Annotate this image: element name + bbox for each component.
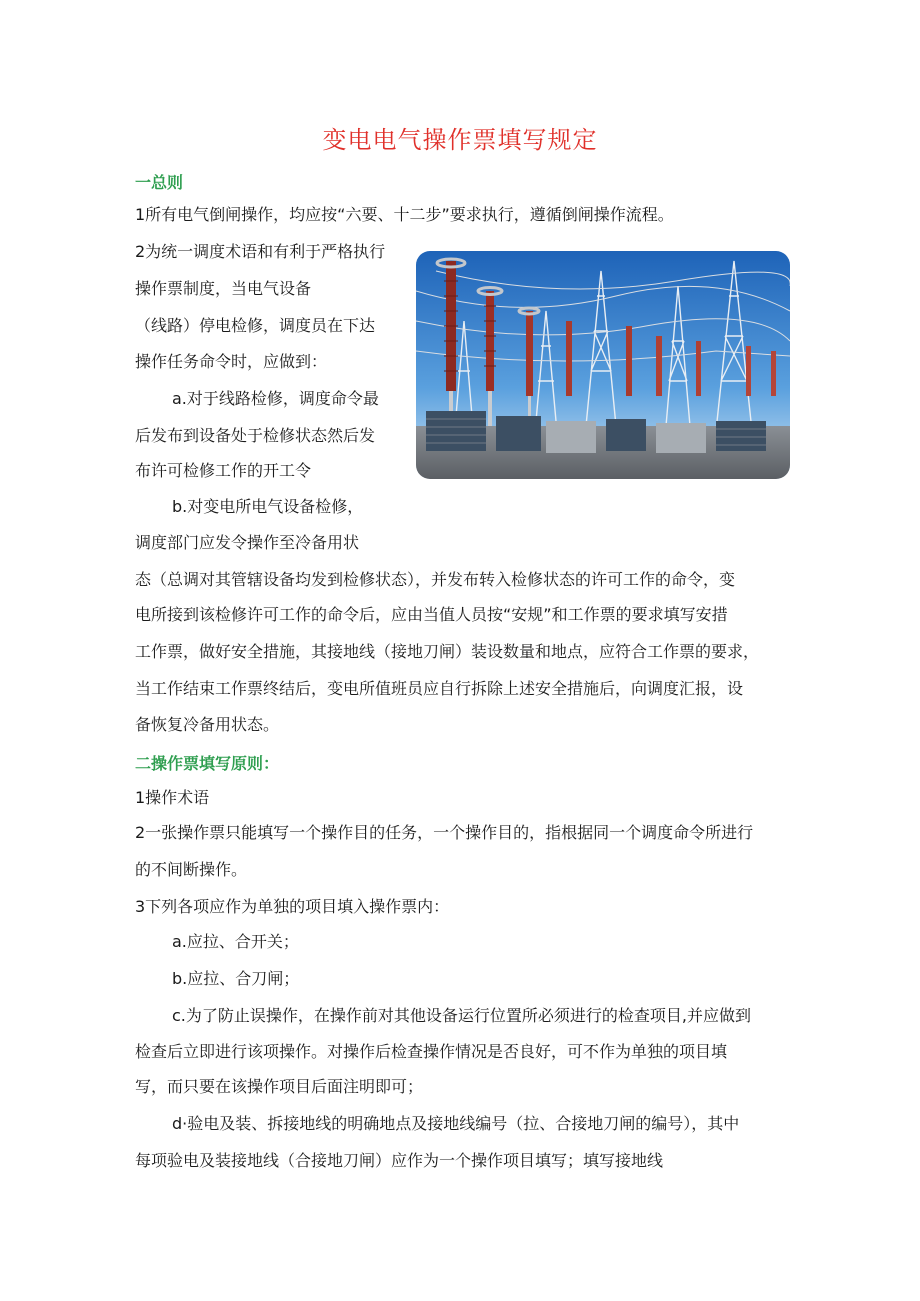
paragraph-line: （线路）停电检修，调度员在下达 (135, 316, 376, 335)
paragraph-line: 调度部门应发令操作至冷备用状 (135, 533, 360, 552)
paragraph-line: 布许可检修工作的开工令 (135, 461, 312, 480)
paragraph-line: a.对于线路检修，调度命令最 (172, 389, 379, 408)
section-heading-general: 一总则 (135, 173, 184, 192)
paragraph-line: 工作票，做好安全措施，其接地线（接地刀闸）装设数量和地点，应符合工作票的要求， (135, 642, 760, 661)
paragraph-line: 2为统一调度术语和有利于严格执行 (135, 242, 386, 261)
paragraph-line: 每项验电及装接地线（合接地刀闸）应作为一个操作项目填写；填写接地线 (135, 1151, 664, 1170)
paragraph-line: 后发布到设备处于检修状态然后发 (135, 426, 376, 445)
paragraph-line: 备恢复冷备用状态。 (135, 715, 280, 734)
paragraph-line: 态（总调对其管辖设备均发到检修状态），并发布转入检修状态的许可工作的命令，变 (135, 570, 736, 589)
paragraph-line: 操作票制度，当电气设备 (135, 279, 312, 298)
paragraph-line: 1操作术语 (135, 788, 210, 807)
paragraph-line: 当工作结束工作票终结后，变电所值班员应自行拆除上述安全措施后，向调度汇报，设 (135, 679, 744, 698)
paragraph-line: 操作任务命令时，应做到： (135, 352, 328, 371)
paragraph-line: d·验电及装、拆接地线的明确地点及接地线编号（拉、合接地刀闸的编号），其中 (172, 1114, 740, 1133)
paragraph-line: 3下列各项应作为单独的项目填入操作票内： (135, 897, 450, 916)
document-title: 变电电气操作票填写规定 (322, 126, 598, 154)
paragraph-line: 写，而只要在该操作项目后面注明即可； (135, 1077, 424, 1096)
paragraph-line: 检查后立即进行该项操作。对操作后检查操作情况是否良好，可不作为单独的项目填 (135, 1042, 728, 1061)
paragraph-line: a.应拉、合开关； (172, 932, 299, 951)
substation-photo (416, 251, 790, 479)
paragraph-line: c.为了防止误操作，在操作前对其他设备运行位置所必须进行的检查项目,并应做到 (172, 1006, 751, 1025)
paragraph-line: 1所有电气倒闸操作，均应按“六要、十二步”要求执行，遵循倒闸操作流程。 (135, 205, 674, 224)
paragraph-line: b.对变电所电气设备检修， (172, 497, 364, 516)
section-heading-principles: 二操作票填写原则： (135, 754, 280, 773)
paragraph-line: 电所接到该检修许可工作的命令后，应由当值人员按“安规”和工作票的要求填写安措 (135, 605, 728, 624)
paragraph-line: b.应拉、合刀闸； (172, 969, 300, 988)
paragraph-line: 2一张操作票只能填写一个操作目的任务，一个操作目的，指根据同一个调度命令所进行 (135, 823, 754, 842)
paragraph-line: 的不间断操作。 (135, 860, 248, 879)
